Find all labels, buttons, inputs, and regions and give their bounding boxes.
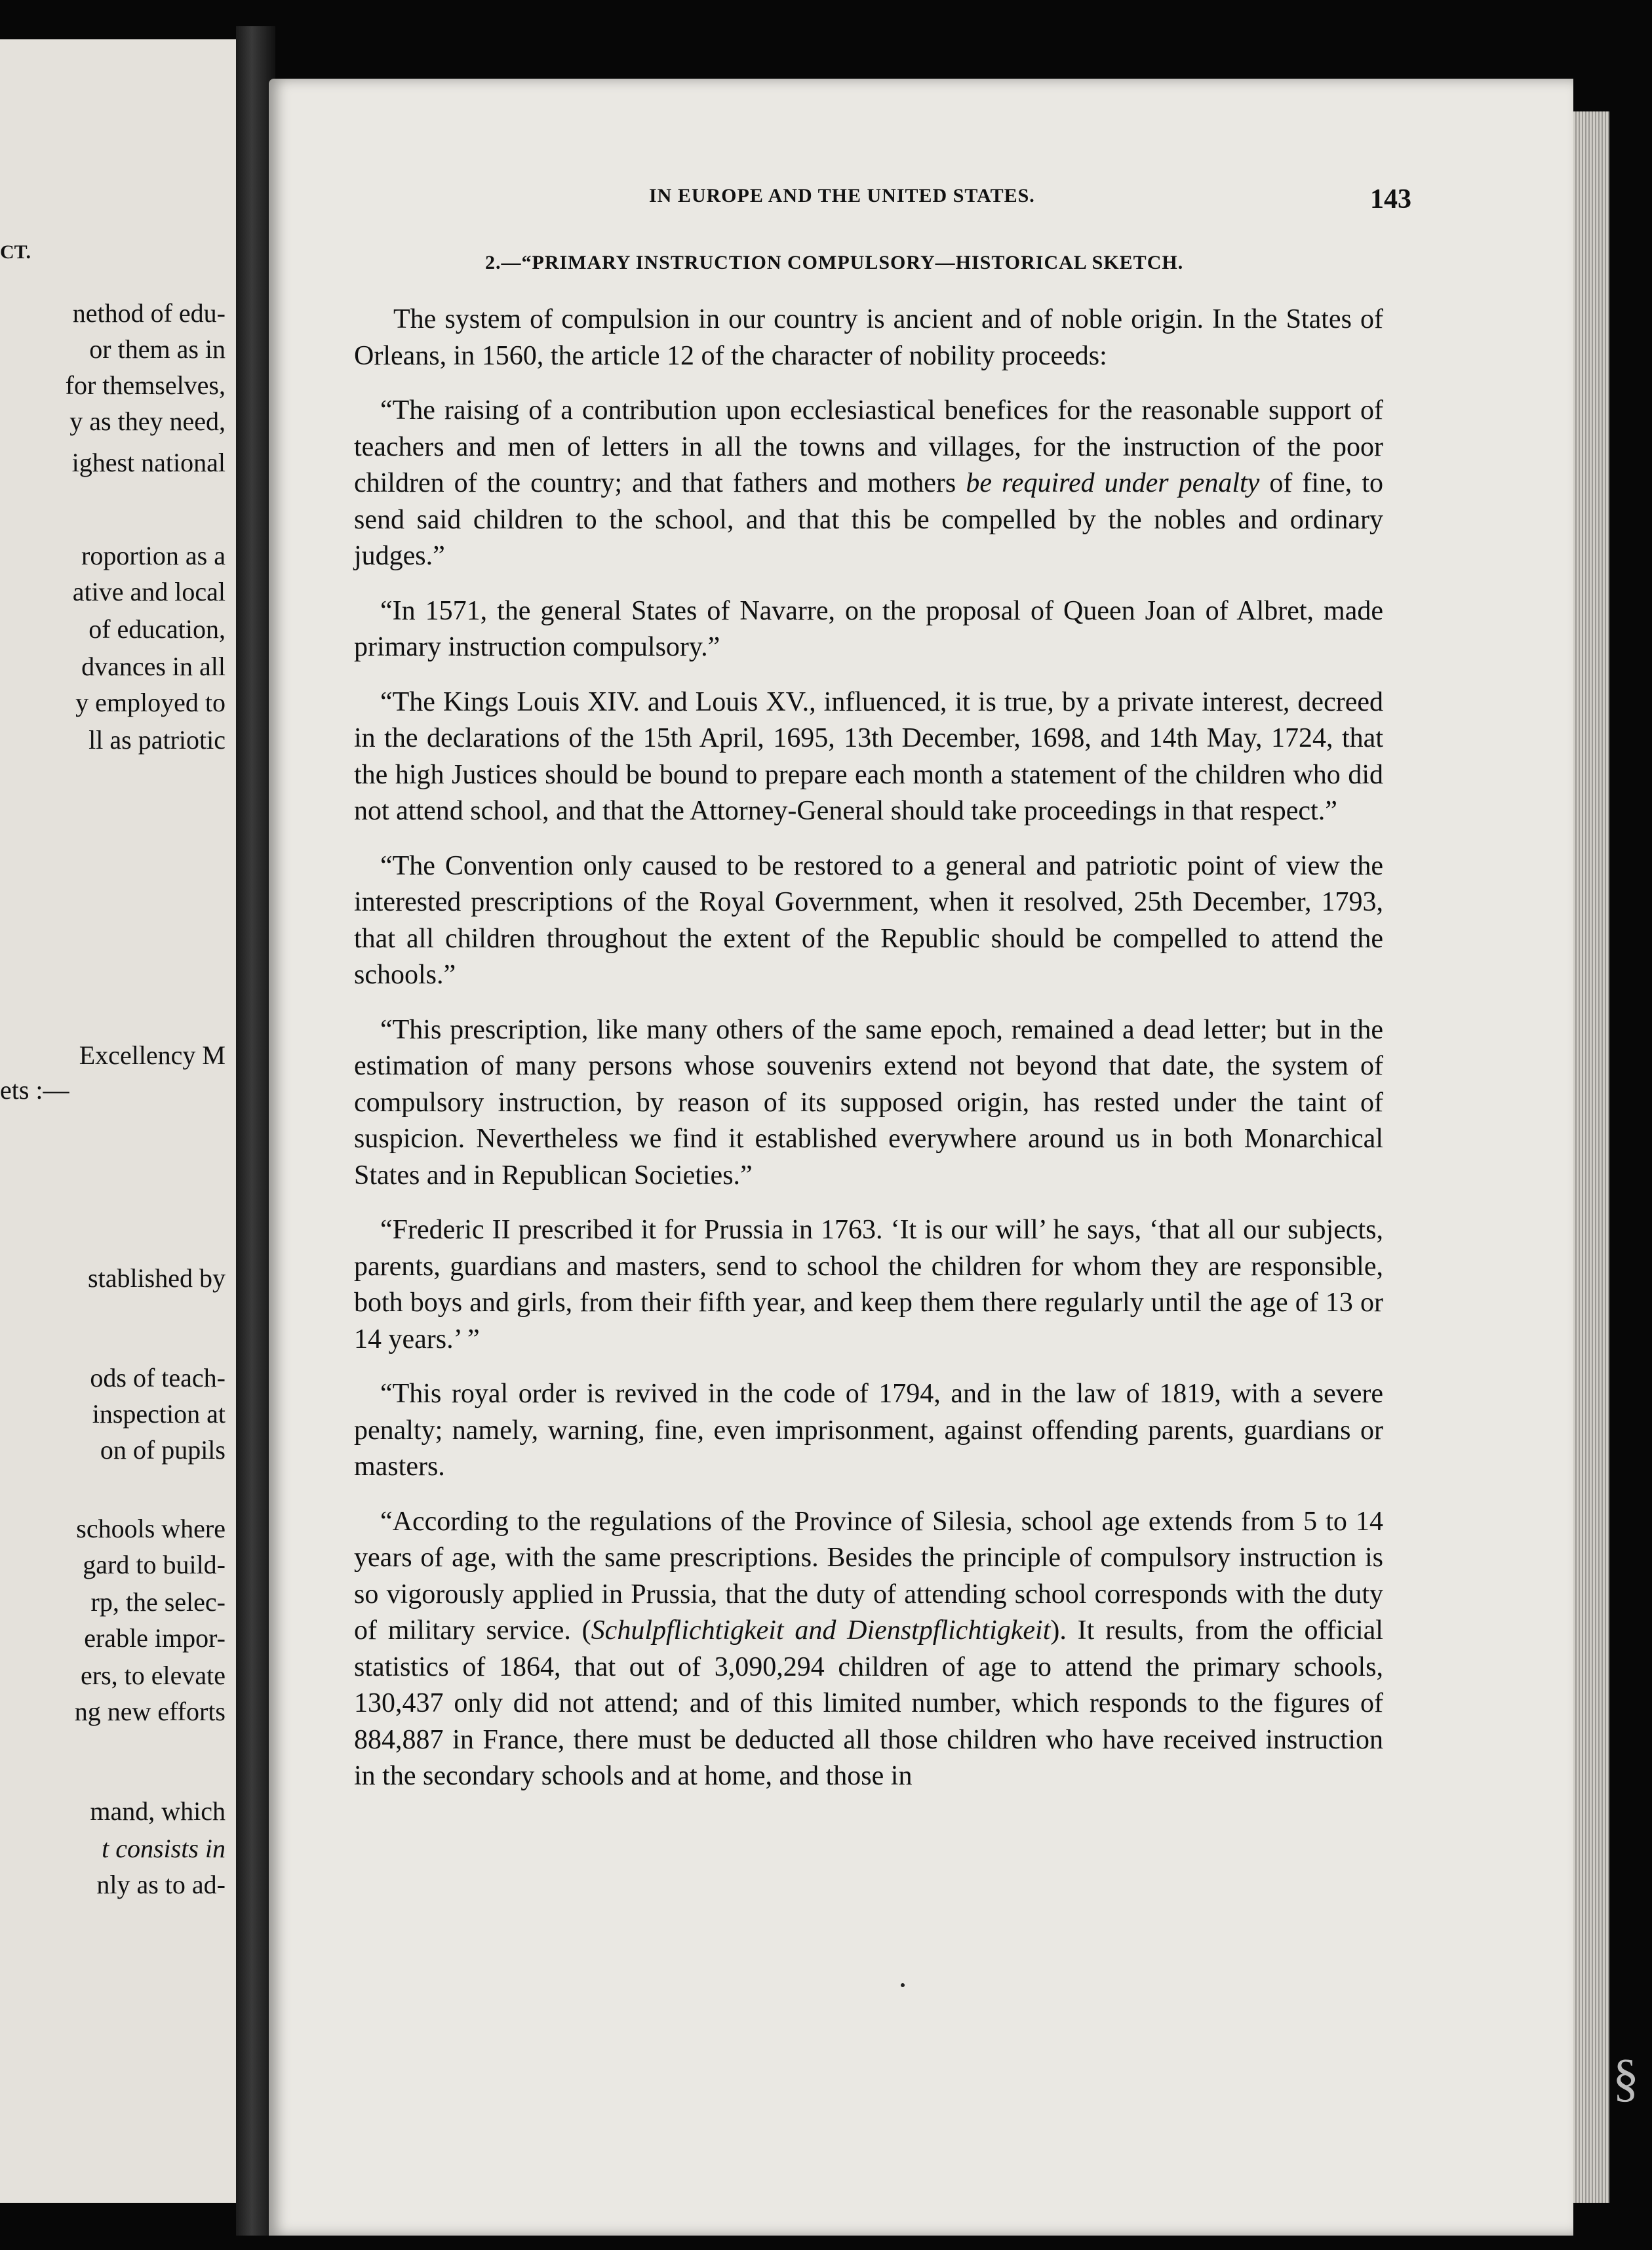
left-page-line: ods of teach-: [90, 1363, 226, 1392]
italic-phrase: be required under penalty: [966, 468, 1260, 498]
left-page-line: ighest national: [71, 448, 226, 477]
left-page-line: CT.: [0, 241, 31, 263]
paragraph: The system of compulsion in our country is ancient and of noble origin. In the States of Orleans, in 1560, the article 12 of the character of nobility proceeds:: [354, 304, 1383, 371]
left-page-line: nly as to ad-: [96, 1870, 226, 1899]
left-page-fragment: [0, 39, 237, 2203]
left-page-line: inspection at: [92, 1399, 226, 1429]
paragraph: “This prescription, like many others of the same epoch, remained a dead letter; but in the estimation of many persons whose souvenirs extend not beyond that date, the system of compulsory instruction, by reason of its supposed origin, has rested under the taint of suspicion. Nevertheless we find it established everywhere around us in both Monarchical States and in Republican Societies.”: [354, 1014, 1383, 1191]
paragraph: “This royal order is revived in the code of 1794, and in the law of 1819, with a severe penalty; namely, warning, fine, even imprisonment, against offending parents, guardians or masters.: [354, 1379, 1383, 1482]
left-page-line: ets :—: [0, 1075, 69, 1105]
page-edge-stack: [1573, 111, 1609, 2203]
paragraph: “Frederic II prescribed it for Prussia in 1763. ‘It is our will’ he says, ‘that all our subjects, parents, guardians and masters, send to school the children for whom they are responsible, both boys and girls, from their fifth year, and keep them there regularly until the age of 13 or 14 years.’ ”: [354, 1215, 1383, 1354]
section-heading: 2.—“PRIMARY INSTRUCTION COMPULSORY—HISTORICAL SKETCH.: [485, 252, 1184, 273]
paragraph: “The Kings Louis XIV. and Louis XV., influenced, it is true, by a private interest, decreed in the declarations of the 15th April, 1695, 13th December, 1698, and 14th May, 1724, that the high Justices should be bound to prepare each month a statement of the children who did not attend school, and that the Attorney-General should take proceedings in that respect.”: [354, 686, 1383, 826]
left-page-line: or them as in: [89, 334, 226, 364]
left-page-line: y as they need,: [69, 406, 226, 436]
paragraph: “The Convention only caused to be restored to a general and patriotic point of view the interested prescriptions of the Royal Government, when it resolved, 25th December, 1793, that all children throughout the extent of the Republic should be compelled to attend the schools.”: [354, 850, 1383, 990]
left-page-line: for themselves,: [65, 370, 226, 400]
left-page-line: ative and local: [72, 577, 226, 606]
left-page-line: gard to build-: [83, 1550, 226, 1579]
left-page-line: stablished by: [88, 1263, 226, 1293]
paragraph: “In 1571, the general States of Navarre, on the proposal of Queen Joan of Albret, made primary instruction compulsory.”: [354, 595, 1383, 662]
left-page-line: roportion as a: [81, 541, 226, 570]
italic-phrase: Schulpflichtigkeit and Dienstpflichtigkeit: [591, 1615, 1051, 1646]
left-page-line: of education,: [88, 614, 226, 644]
left-page-line: t consists in: [102, 1834, 226, 1863]
left-page-line: rp, the selec-: [90, 1587, 226, 1617]
edge-mark: §: [1613, 2049, 1639, 2107]
left-page-line: dvances in all: [81, 652, 226, 681]
left-page-line: ers, to elevate: [81, 1661, 226, 1690]
left-page-line: Excellency M: [79, 1040, 226, 1070]
page-number: 143: [1370, 184, 1411, 214]
running-head: IN EUROPE AND THE UNITED STATES.: [649, 185, 1035, 207]
left-page-line: erable impor-: [84, 1623, 226, 1653]
paragraph: “According to the regulations of the Province of Silesia, school age extends from 5 to 14 years of age, with the same prescriptions. Besides the principle of compulsory instruction is so vigorously applied in Prussia, that the duty of attending school corresponds with the duty of military service. (Schulpflichtigkeit and Dienstpflichtigkeit). It results, from the official statistics of 1864, that out of 3,090,294 children of age to attend the primary schools, 130,437 only did not attend; and of this limited number, which responds to the figures of 884,887 in France, there must be deducted all those children who have received instruction in the secondary schools and at home, and those in: [354, 1506, 1383, 1791]
left-page-line: on of pupils: [100, 1435, 226, 1465]
left-page-line: ng new efforts: [74, 1697, 226, 1726]
left-page-line: y employed to: [75, 688, 226, 717]
left-page-line: mand, which: [90, 1796, 226, 1826]
left-page-line: nethod of edu-: [72, 298, 226, 328]
page-speck: [901, 1983, 905, 1987]
left-page-line: schools where: [76, 1514, 226, 1543]
body-text: [354, 302, 1383, 1813]
left-page-line: ll as patriotic: [88, 725, 226, 755]
paragraph: “The raising of a contribution upon ecclesiastical benefices for the reasonable support of teachers and men of letters in all the towns and villages, for the instruction of the poor children of the country; and that fathers and mothers be required under penalty of fine, to send said children to the school, and that this be compelled by the nobles and ordinary judges.”: [354, 395, 1383, 571]
